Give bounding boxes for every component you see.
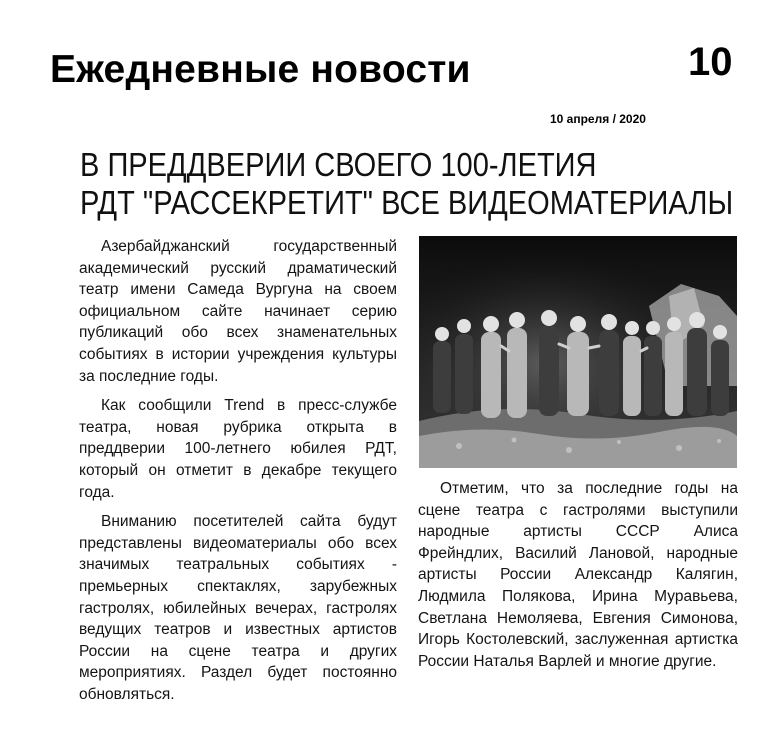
right-column	[418, 478, 738, 672]
masthead: Ежедневные новости	[50, 48, 471, 91]
paragraph: Азербайджанский государственный академический русский драматический театр имени Самеда Вургуна на своем официальном сайте начинает серию публикаций обо всех знаменательных событиях в истории учреждения культуры за последние годы.	[79, 238, 397, 385]
issue-date: 10 апреля / 2020	[550, 112, 646, 126]
stage-photo	[419, 236, 737, 468]
headline-line-1: В ПРЕДДВЕРИИ СВОЕГО 100-ЛЕТИЯ	[80, 146, 597, 183]
page-number: 10	[688, 40, 733, 84]
stage-photo-illustration	[419, 236, 737, 468]
headline	[80, 146, 734, 222]
left-column	[79, 236, 397, 713]
paragraph: Как сообщили Trend в пресс-службе театра, новая рубрика открыта в преддверии 100-летнего юбилея РДТ, который он отметит в декабре текущего года.	[79, 397, 397, 501]
paragraph: Вниманию посетителей сайта будут представлены видеоматериалы обо всех значимых театральных событиях - премьерных спектаклях, зарубежных гастролях, юбилейных вечерах, гастролях ведущих театров и известных артистов России на сцене театра и других мероприятиях. Раздел будет постоянно обновляться.	[79, 513, 397, 703]
paragraph: Отметим, что за последние годы на сцене театра с гастролями выступили народные артисты СССР Алиса Фрейндлих, Василий Лановой, народные артисты России Александр Калягин, Людмила Полякова, Ирина Муравьева, Светлана Немоляева, Евгения Симонова, Игорь Костолевский, заслуженная артистка России Наталья Варлей и многие другие.	[418, 480, 738, 670]
headline-line-2: РДТ "РАССЕКРЕТИТ" ВСЕ ВИДЕОМАТЕРИАЛЫ	[80, 184, 734, 221]
